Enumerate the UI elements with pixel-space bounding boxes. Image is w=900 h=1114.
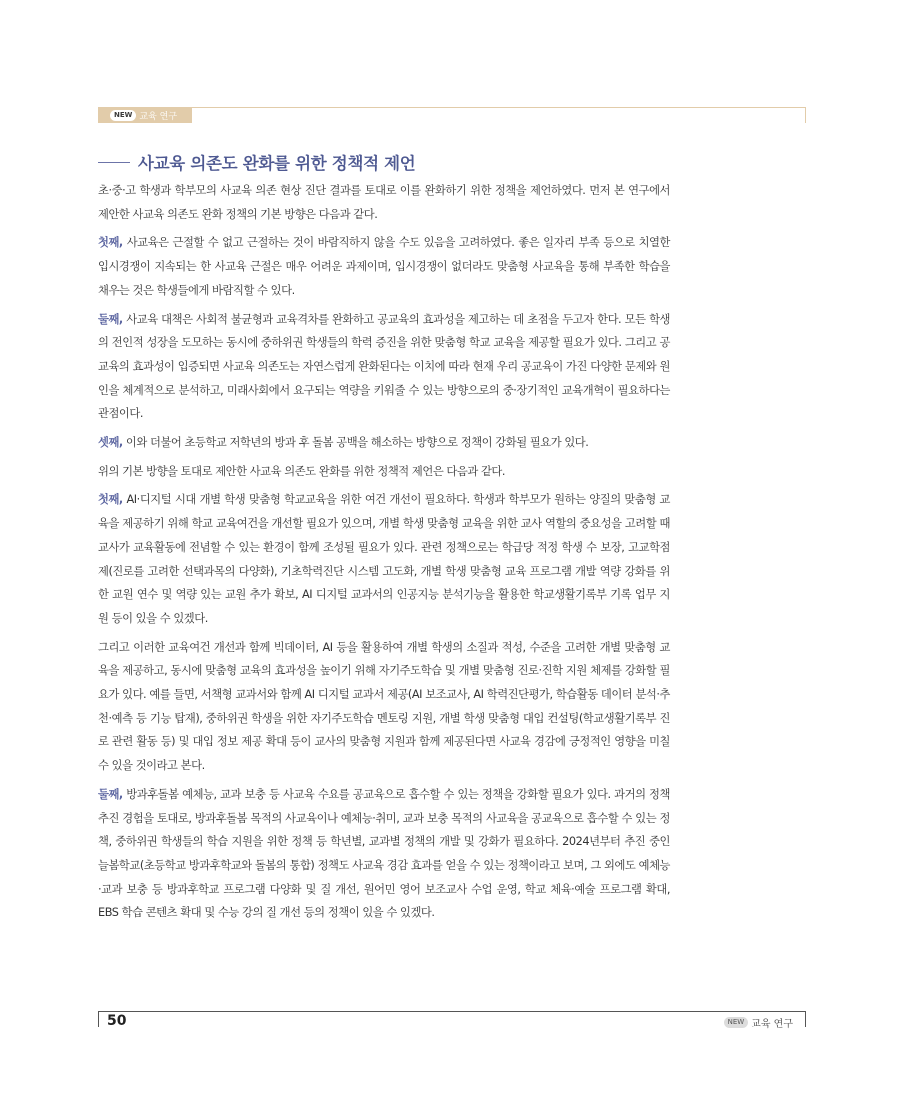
paragraph-lead: 셋째,	[98, 436, 123, 450]
paragraph-lead: 첫째,	[98, 493, 123, 507]
title-dash	[98, 162, 130, 163]
paragraph: 셋째, 이와 더불어 초등학교 저학년의 방과 후 돌봄 공백을 해소하는 방향으로 정책이 강화될 필요가 있다.	[98, 436, 589, 450]
header-label: 교육 연구	[139, 111, 178, 122]
paragraph: 둘째, 사교육 대책은 사회적 불균형과 교육격차를 완화하고 공교육의 효과성을 제고하는 데 초점을 두고자 한다. 모든 학생의 전인적 성장을 도모하는 동시에 중하위권 학생들의 학력 증진을 위한 맞춤형 학교 교육을 제공할 필요가 있다. 그리고 공교육의 효과성이 입증되면 사교육 의존도는 자연스럽게 완화된다는 이치에 따라 현재 우리 공교육이 가진 다양한 문제와 원인을 체계적으로 분석하고, 미래사회에서 요구되는 역량을 키워줄 수 있는 방향으로의 중·장기적인 교육개혁이 필요하다는 관점이다.	[98, 312, 670, 421]
header-tag	[98, 107, 192, 123]
footer-tick-right	[805, 1011, 806, 1027]
footer-tick-left	[98, 1011, 99, 1027]
paragraph-lead: 둘째,	[98, 312, 123, 326]
header-tick	[805, 107, 806, 123]
footer-label-text: 교육 연구	[751, 1019, 793, 1030]
paragraph: 위의 기본 방향을 토대로 제안한 사교육 의존도 완화를 위한 정책적 제언은 다음과 같다.	[98, 464, 506, 478]
body-text	[98, 179, 670, 930]
paragraph-lead: 둘째,	[98, 787, 123, 801]
footer-new-badge: NEW	[724, 1017, 749, 1028]
paragraph: 첫째, AI·디지털 시대 개별 학생 맞춤형 학교교육을 위한 여건 개선이 필요하다. 학생과 학부모가 원하는 양질의 맞춤형 교육을 제공하기 위해 학교 교육여건을 개선할 필요가 있으며, 개별 학생 맞춤형 교육을 위한 교사 역할의 중요성을 고려할 때 교사가 교육활동에 전념할 수 있는 환경이 함께 조성될 필요가 있다. 관련 정책으로는 학급당 적정 학생 수 보장, 고교학점제(진로를 고려한 선택과목의 다양화), 기초학력진단 시스템 고도화, 개별 학생 맞춤형 교육 프로그램 개발 역량 강화를 위한 교원 연수 및 역량 있는 교원 추가 확보, AI 디지털 교과서의 인공지능 분석기능을 활용한 학교생활기록부 기록 업무 지원 등이 있을 수 있겠다.	[98, 493, 670, 625]
section-title: 사교육 의존도 완화를 위한 정책적 제언	[138, 154, 416, 173]
paragraph: 그리고 이러한 교육여건 개선과 함께 빅데이터, AI 등을 활용하여 개별 학생의 소질과 적성, 수준을 고려한 개별 맞춤형 교육을 제공하고, 동시에 맞춤형 교육의 효과성을 높이기 위해 자기주도학습 및 개별 맞춤형 진로·진학 지원 체제를 강화할 필요가 있다. 예를 들면, 서책형 교과서와 함께 AI 디지털 교과서 제공(AI 보조교사, AI 학력진단평가, 학습활동 데이터 분석·추천·예측 등 기능 탑재), 중하위권 학생을 위한 자기주도학습 멘토링 지원, 개별 학생 맞춤형 대입 컨설팅(학교생활기록부 진로 관련 활동 등) 및 대입 정보 제공 확대 등이 교사의 맞춤형 지원과 함께 제공된다면 사교육 경감에 긍정적인 영향을 미칠 수 있을 것이라고 본다.	[98, 640, 670, 773]
header-rule	[192, 107, 805, 108]
page-number: 50	[107, 1013, 127, 1029]
footer-label	[724, 1015, 793, 1030]
paragraph: 첫째, 사교육은 근절할 수 없고 근절하는 것이 바람직하지 않을 수도 있음을 고려하였다. 좋은 일자리 부족 등으로 치열한 입시경쟁이 지속되는 한 사교육 근절은 매우 어려운 과제이며, 입시경쟁이 없더라도 맞춤형 사교육을 통해 부족한 학습을 채우는 것은 학생들에게 바람직할 수 있다.	[98, 236, 670, 297]
footer-rule	[98, 1011, 805, 1012]
new-badge: NEW	[110, 110, 136, 121]
section-heading	[98, 150, 415, 174]
paragraph: 초·중·고 학생과 학부모의 사교육 의존 현상 진단 결과를 토대로 이를 완화하기 위한 정책을 제언하였다. 먼저 본 연구에서 제안한 사교육 의존도 완화 정책의 기본 방향은 다음과 같다.	[98, 184, 670, 221]
paragraph-lead: 첫째,	[98, 236, 123, 250]
paragraph: 둘째, 방과후돌봄 예체능, 교과 보충 등 사교육 수요를 공교육으로 흡수할 수 있는 정책을 강화할 필요가 있다. 과거의 정책 추진 경험을 토대로, 방과후돌봄 목적의 사교육이나 예체능·취미, 교과 보충 목적의 사교육을 공교육으로 흡수할 수 있는 정책, 중하위권 학생들의 학습 지원을 위한 정책 등 학년별, 교과별 정책의 개발 및 강화가 필요하다. 2024년부터 추진 중인 늘봄학교(초등학교 방과후학교와 돌봄의 통합) 정책도 사교육 경감 효과를 얻을 수 있는 정책이라고 보며, 그 외에도 예체능·교과 보충 등 방과후학교 프로그램 다양화 및 질 개선, 원어민 영어 보조교사 수업 운영, 학교 체육·예술 프로그램 확대, EBS 학습 콘텐츠 확대 및 수능 강의 질 개선 등의 정책이 있을 수 있겠다.	[98, 787, 670, 920]
